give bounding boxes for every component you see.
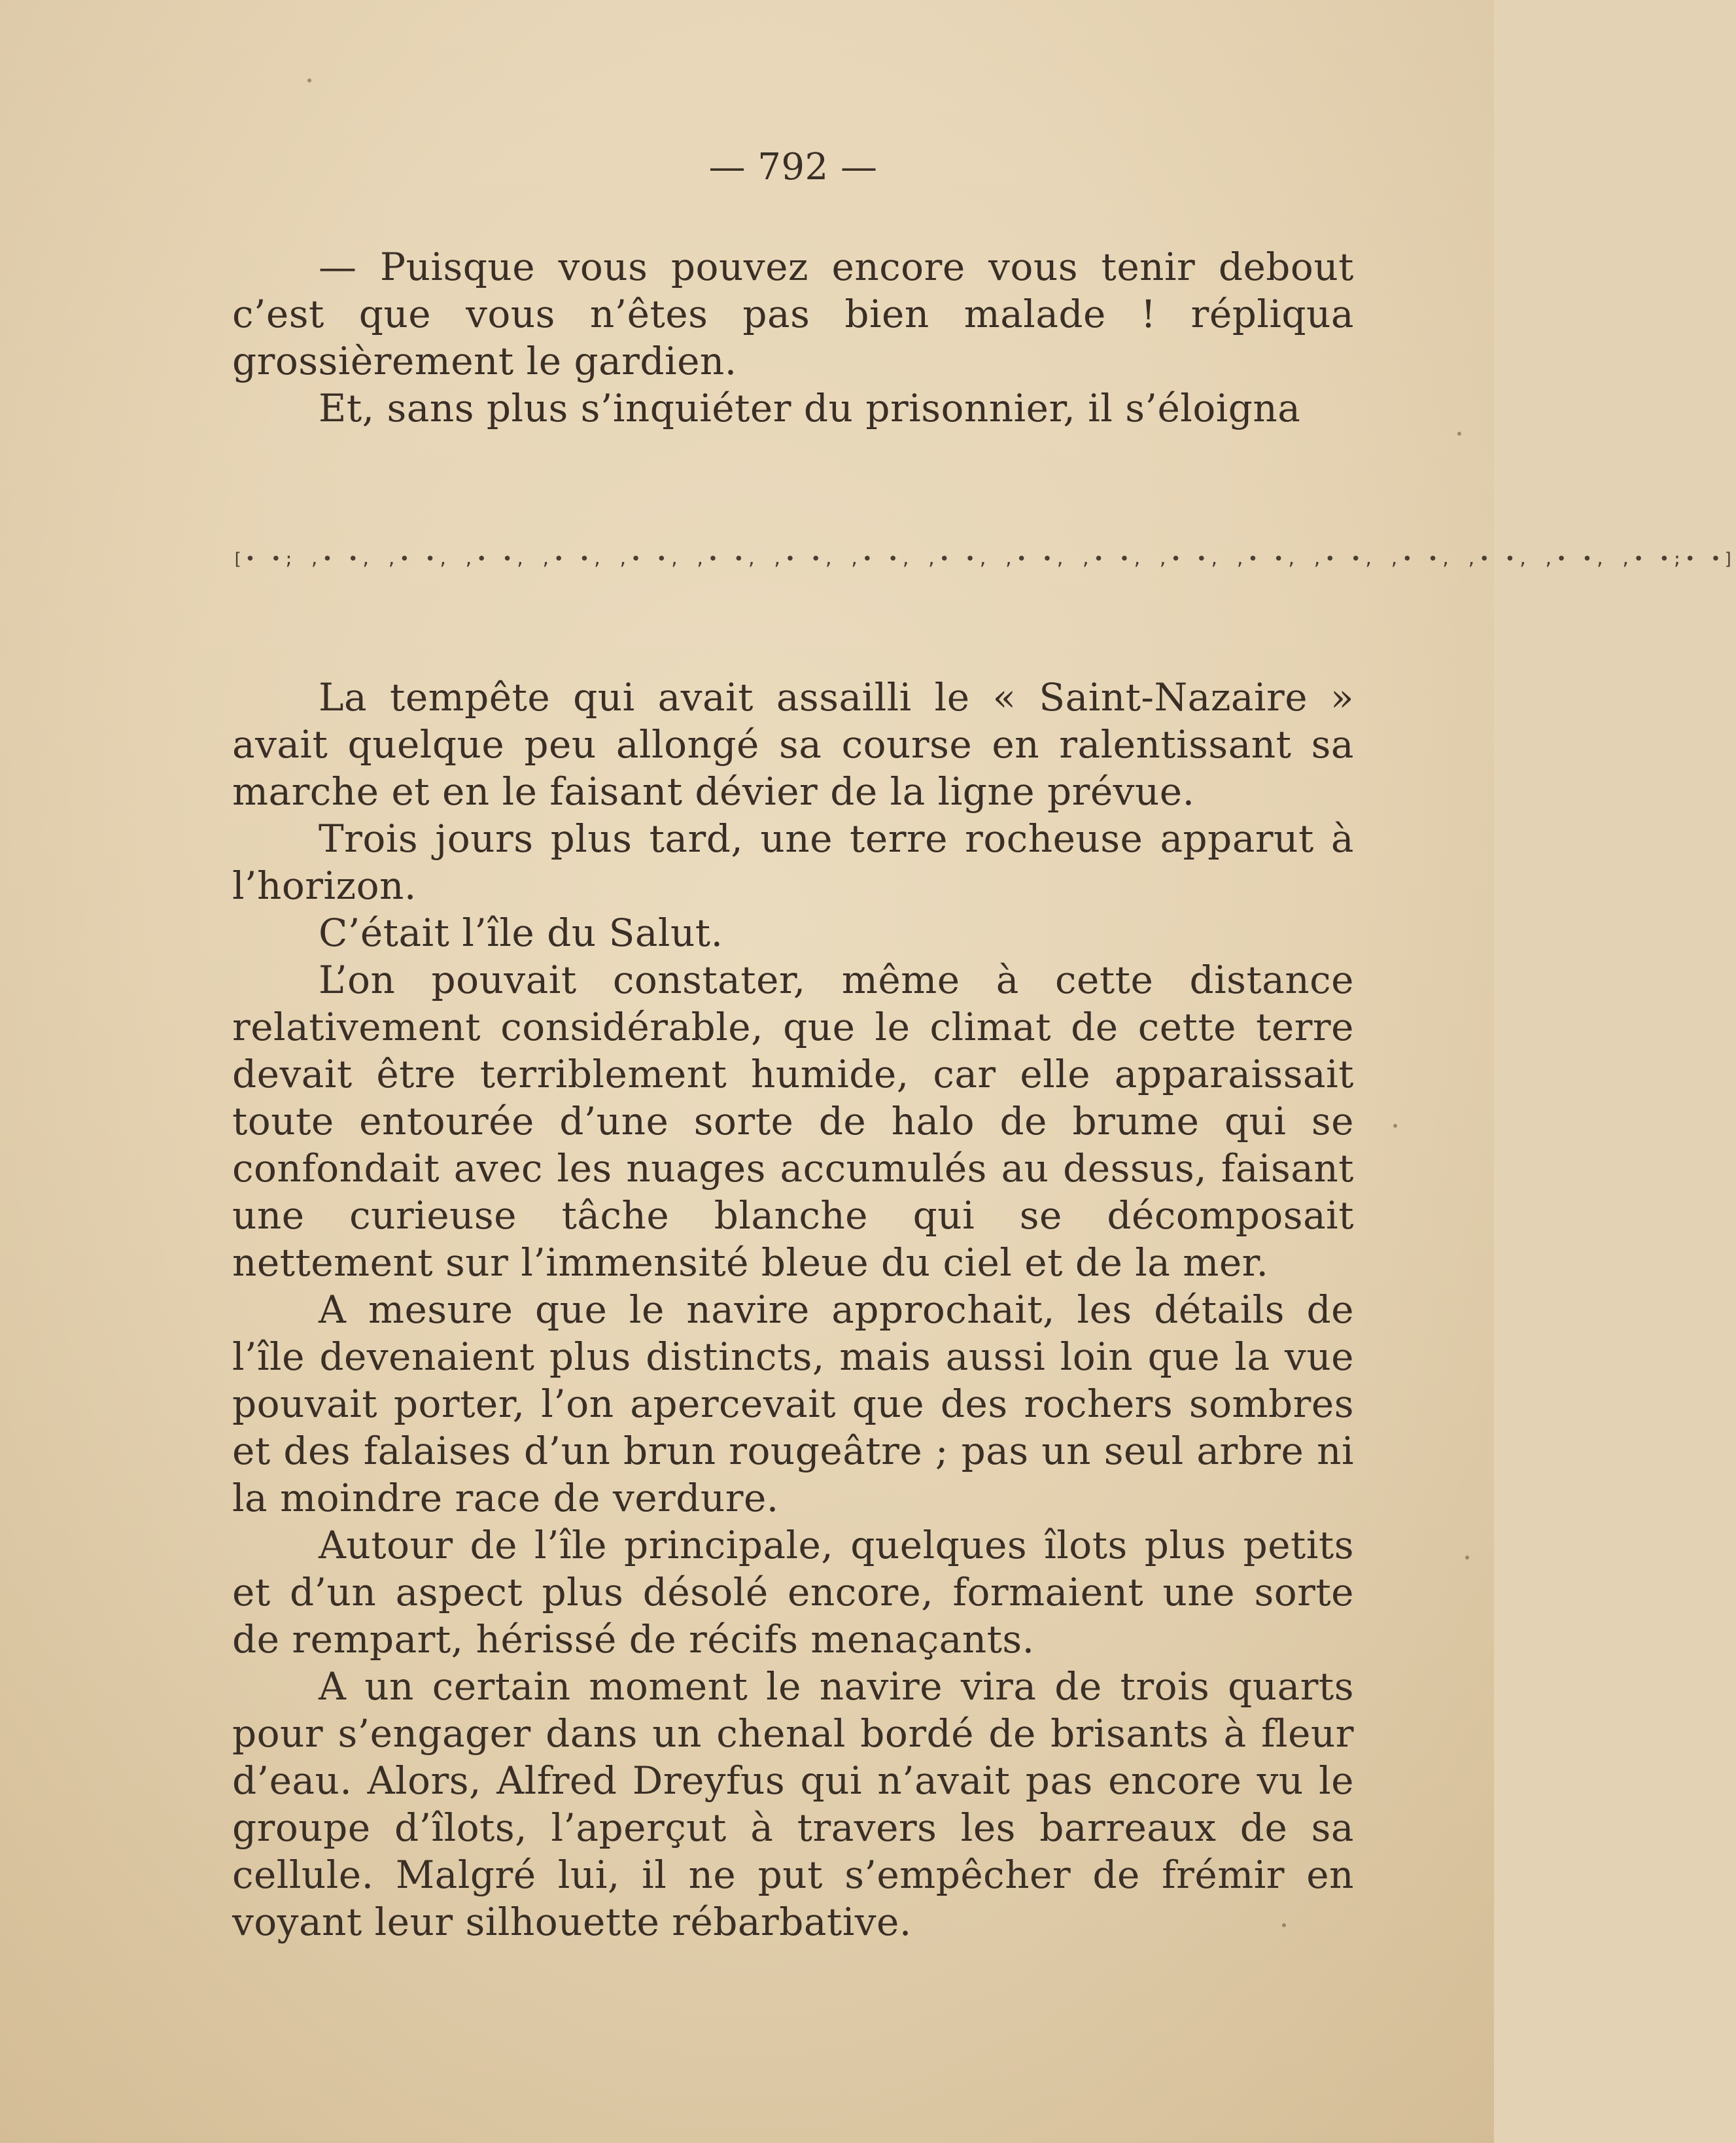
paragraph: A mesure que le navire approchait, les détails de l’île devenaient plus distincts, mais aussi loin que la vue pouvait porter, l’on apercevait que des rochers sombres et des falaises d’un brun rougeâtre ; pas un seul arbre ni la moindre race de verdure. [232,1287,1354,1520]
paper-speck [1457,432,1461,436]
paragraph: Et, sans plus s’inquiéter du prisonnier, il s’éloigna [319,386,1301,430]
paper-speck [1465,1556,1469,1559]
paragraph: Trois jours plus tard, une terre rocheuse apparut à l’horizon. [232,816,1354,908]
paper-speck [1393,1124,1397,1128]
section-separator: [• •; ,• •, ,• •, ,• •, ,• •, ,• •, ,• •, ,• •, ,• •, ,• •, ,• •, ,• •, ,• •, ,• •, ,• •, ,• •, ,• •, ,• •, ,• •;• •] [232,549,1736,569]
dialogue-section [232,243,1354,432]
paragraph: La tempête qui avait assailli le « Saint-Nazaire » avait quelque peu allongé sa course en ralentissant sa marche et en le faisant dévier de la ligne prévue. [232,675,1354,814]
paragraph: — Puisque vous pouvez encore vous tenir debout c’est que vous n’êtes pas bien malade ! répliqua grossièrement le gardien. [232,245,1354,383]
paper-speck [307,78,311,82]
paragraph: C’était l’île du Salut. [319,911,723,955]
narrative-section [232,674,1354,1945]
page-number: — 792 — [708,146,878,188]
paragraph: Autour de l’île principale, quelques îlots plus petits et d’un aspect plus désolé encore, formaient une sorte de rempart, hérissé de récifs menaçants. [232,1523,1354,1662]
paragraph: L’on pouvait constater, même à cette distance relativement considérable, que le climat de cette terre devait être terriblement humide, car elle apparaissait toute entourée d’une sorte de halo de brume qui se confondait avec les nuages accumulés au dessus, faisant une curieuse tâche blanche qui se décomposait nettement sur l’immensité bleue du ciel et de la mer. [232,958,1354,1285]
paragraph: A un certain moment le navire vira de trois quarts pour s’engager dans un chenal bordé de brisants à fleur d’eau. Alors, Alfred Dreyfus qui n’avait pas encore vu le groupe d’îlots, l’aperçut à travers les barreaux de sa cellule. Malgré lui, il ne put s’empêcher de frémir en voyant leur silhouette rébarbative. [232,1664,1354,1944]
